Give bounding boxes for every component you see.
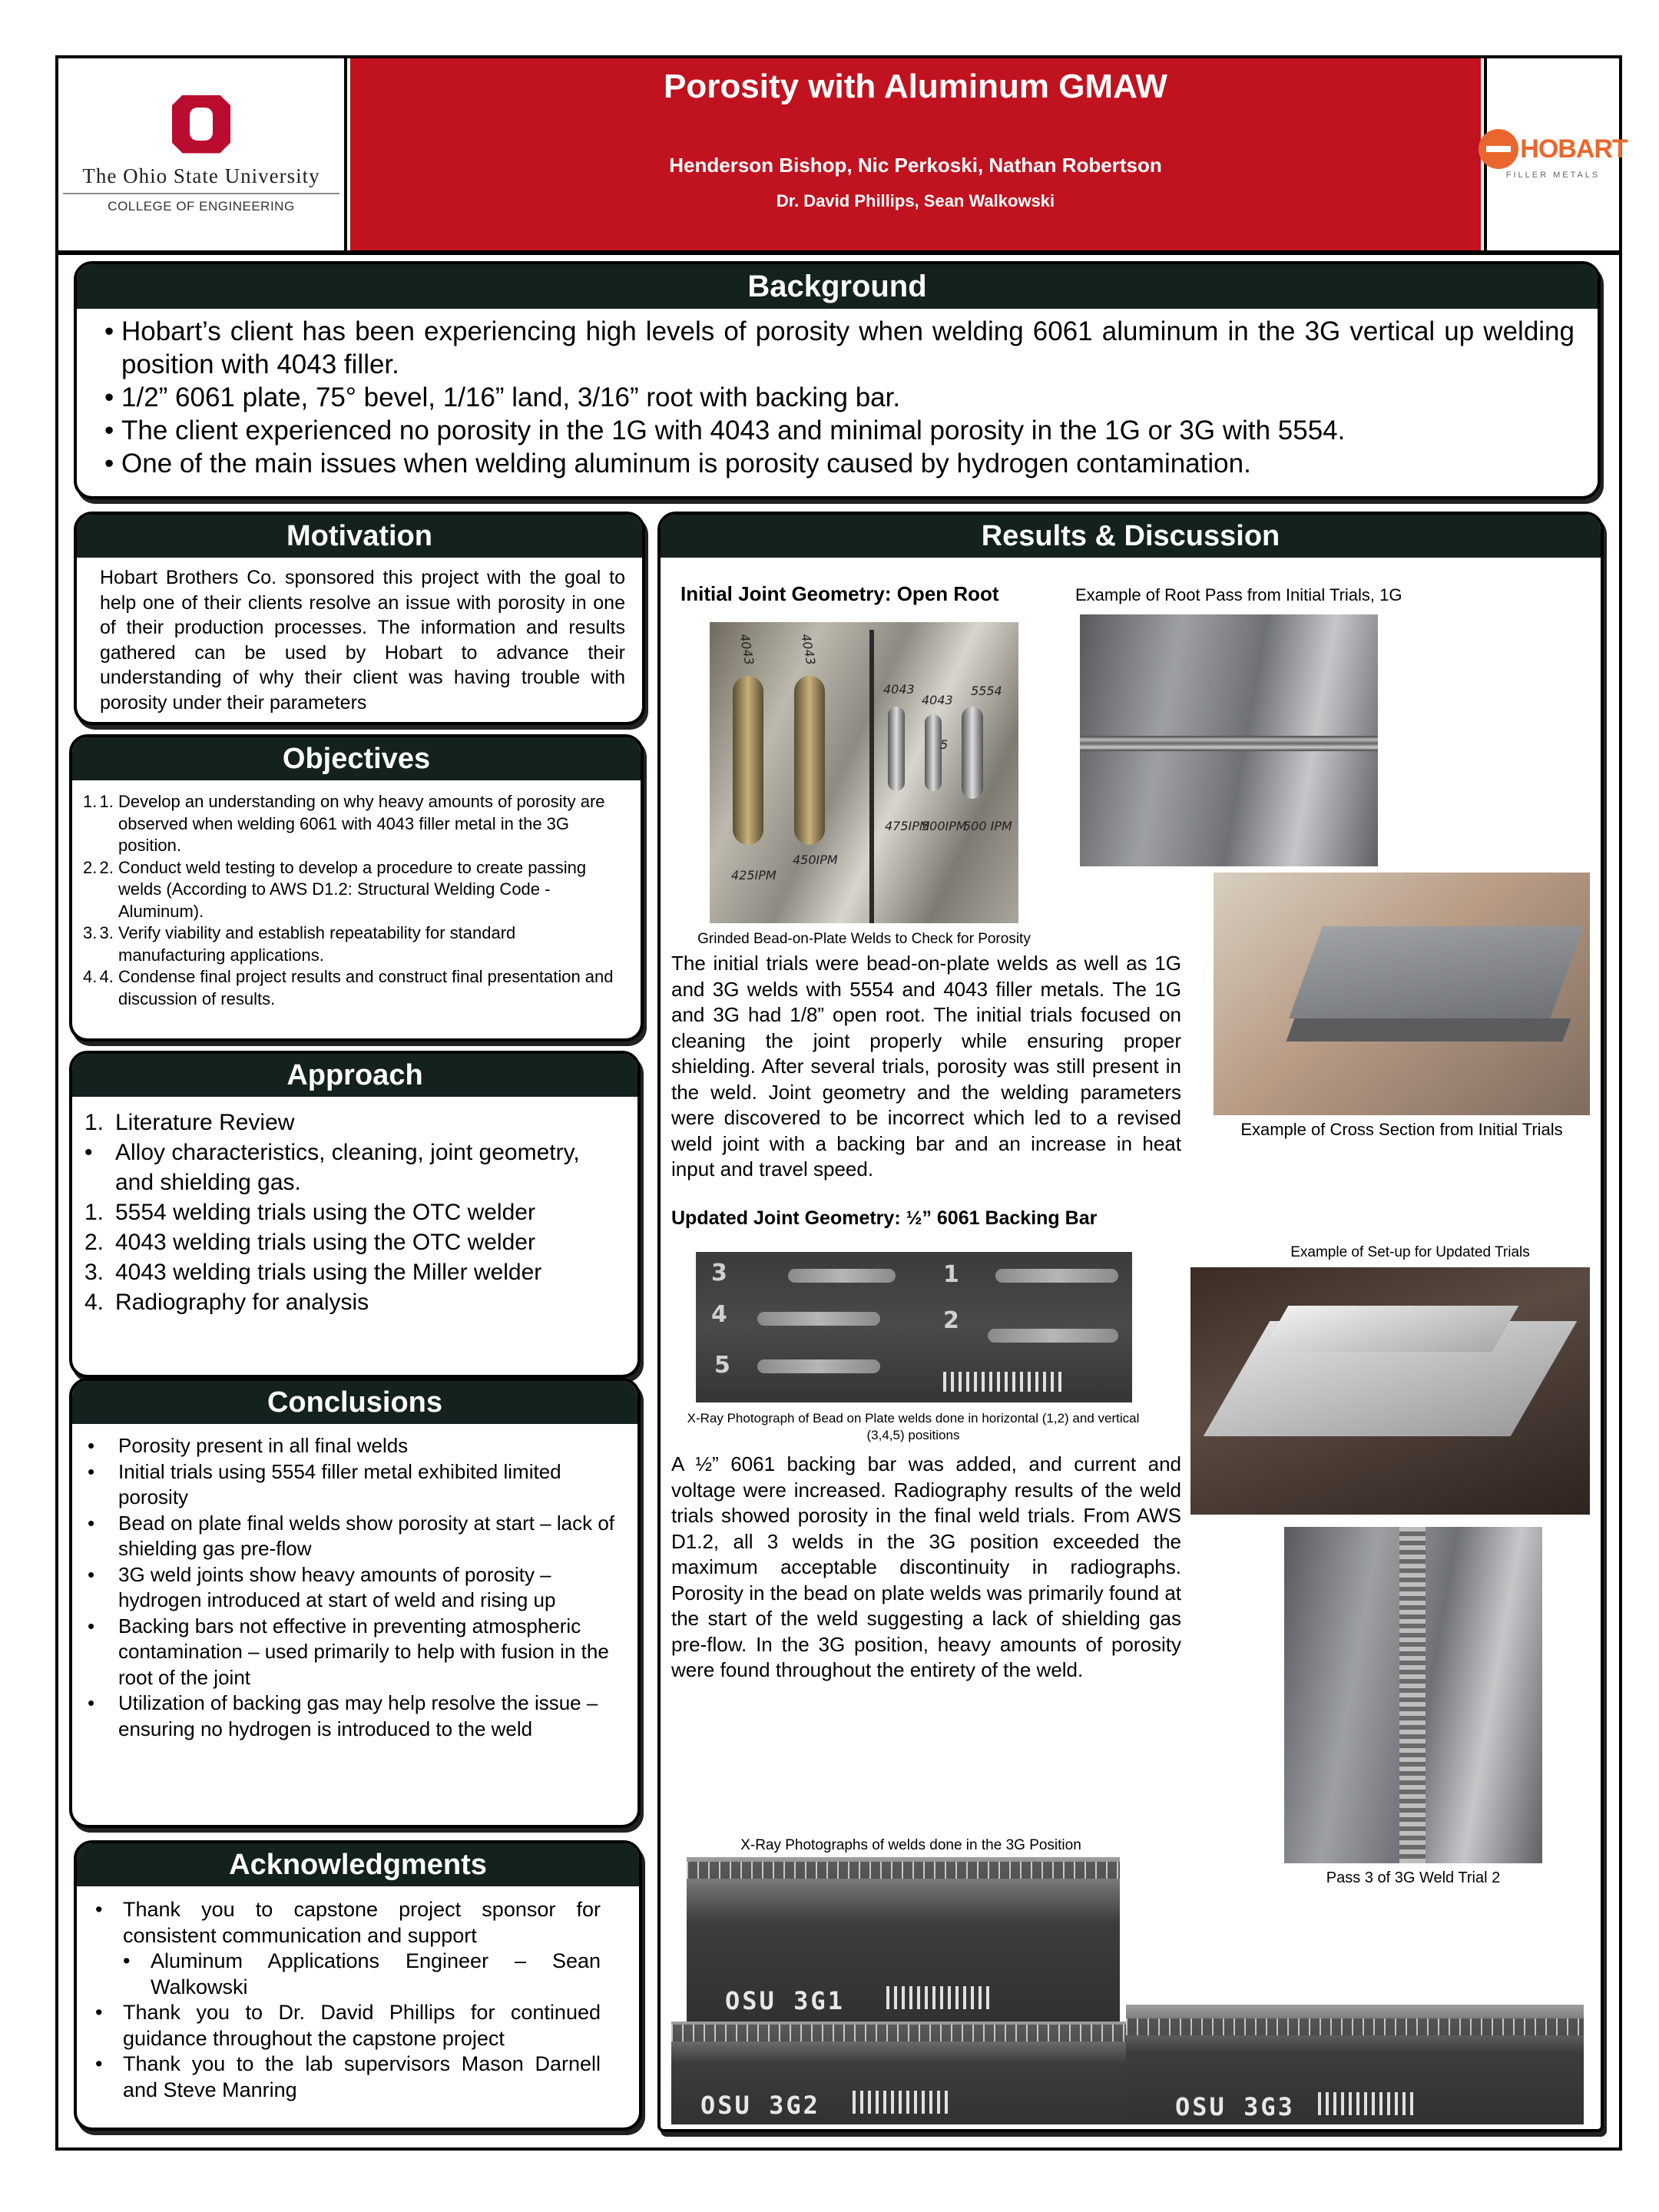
- hobart-logo: [1484, 58, 1628, 250]
- background-heading: Background: [77, 264, 1598, 309]
- acknowledgment-item: • Thank you to the lab supervisors Mason Darnell and Steve Manring: [123, 2051, 601, 2103]
- poster-frame: [55, 55, 1628, 2151]
- background-item: • The client experienced no porosity in the 1G with 4043 and minimal porosity in the 1G or 3G with 5554.: [121, 414, 1575, 447]
- acknowledgment-item: • Thank you to capstone project sponsor for consistent communication and support: [123, 1897, 601, 1949]
- xray-3g2-photo: [671, 2022, 1129, 2124]
- background-item: • One of the main issues when welding aluminum is porosity caused by hydrogen contamination.: [121, 447, 1575, 480]
- objectives-heading: Objectives: [72, 737, 641, 780]
- cross-section-photo: [1214, 873, 1590, 1115]
- setup-photo: [1190, 1267, 1590, 1515]
- root-pass-photo: [1080, 614, 1378, 866]
- poster-header: [58, 58, 1628, 255]
- film-label: OSU 3G1: [725, 1986, 845, 2015]
- osu-divider: [63, 193, 339, 194]
- approach-item: 4. Radiography for analysis: [84, 1290, 369, 1315]
- conclusions-list: [72, 1424, 637, 1742]
- plate-mark: 4043: [883, 682, 915, 697]
- setup-caption: Example of Set-up for Updated Trials: [1290, 1244, 1530, 1260]
- background-list: [77, 309, 1598, 480]
- xray-number: 5: [714, 1352, 730, 1379]
- pass3-photo: [1284, 1527, 1542, 1863]
- approach-item: • Alloy characteristics, cleaning, joint geometry, and shielding gas.: [84, 1140, 580, 1195]
- title-band: [350, 58, 1481, 250]
- hobart-mark-icon: [1479, 129, 1518, 169]
- osu-college: COLLEGE OF ENGINEERING: [108, 198, 295, 214]
- acknowledgment-subitem: • Aluminum Applications Engineer – Sean Walkowski: [123, 1949, 601, 2000]
- results-panel: [657, 512, 1604, 2132]
- motivation-panel: [74, 512, 645, 725]
- plate-mark: 4043: [922, 693, 953, 707]
- hobart-name: HOBART: [1520, 134, 1628, 164]
- approach-item: 2. 4043 welding trials using the OTC welder: [84, 1230, 535, 1255]
- plate-mark: 4043: [737, 632, 757, 667]
- conclusion-item: • Bead on plate final welds show porosity at start – lack of shielding gas pre-flow: [118, 1511, 622, 1562]
- cross-section-caption: Example of Cross Section from Initial Trials: [1240, 1120, 1563, 1139]
- osu-logo: [58, 58, 347, 250]
- xray-number: 4: [711, 1301, 727, 1328]
- grinded-welds-photo: [710, 622, 1018, 923]
- conclusion-item: • Porosity present in all final welds: [118, 1433, 622, 1459]
- updated-geometry-label: Updated Joint Geometry: ½” 6061 Backing Bar: [671, 1207, 1098, 1229]
- motivation-heading: Motivation: [77, 515, 642, 558]
- xray-3g3-photo: [1126, 2005, 1584, 2124]
- conclusion-item: • 3G weld joints show heavy amounts of porosity – hydrogen introduced at start of weld and rising up: [118, 1562, 622, 1614]
- plate-mark: 5554: [971, 684, 1002, 698]
- acknowledgment-item: • Thank you to Dr. David Phillips for continued guidance throughout the capstone project: [123, 2000, 601, 2051]
- film-label: OSU 3G2: [700, 2091, 820, 2120]
- xray-3g1-photo: [687, 1857, 1120, 2022]
- conclusion-item: • Initial trials using 5554 filler metal exhibited limited porosity: [118, 1459, 622, 1511]
- root-pass-caption: Example of Root Pass from Initial Trials, 1G: [1075, 585, 1402, 604]
- block-o-icon: [172, 95, 230, 154]
- approach-item: 1. Literature Review: [84, 1110, 295, 1135]
- xray-3g-caption: X-Ray Photographs of welds done in the 3G Position: [740, 1837, 1081, 1853]
- initial-trials-text: The initial trials were bead-on-plate welds as well as 1G and 3G welds with 5554 and 4043 filler metals. The 1G and 3G had 1/8” open root. The initial trials focused on cleaning the joint properly while ensuring proper shielding. After several trials, porosity was still present in the weld. Joint geometry and the welding parameters were discovered to be incorrect which led to a revised weld joint with a backing bar and an increase in heat input and travel speed.: [671, 952, 1181, 1181]
- background-panel: [74, 261, 1601, 499]
- approach-panel: [69, 1051, 641, 1378]
- objectives-list: [72, 780, 641, 1010]
- poster-advisors: Dr. David Phillips, Sean Walkowski: [776, 191, 1055, 210]
- plate-mark: 500IPM: [922, 819, 967, 833]
- film-label: OSU 3G3: [1175, 2092, 1295, 2121]
- approach-item: 1. 5554 welding trials using the OTC welder: [84, 1200, 535, 1225]
- approach-item: 3. 4043 welding trials using the Miller welder: [84, 1260, 542, 1285]
- plate-mark: 5: [940, 737, 949, 752]
- objective-item: 3. 3. Verify viability and establish repeatability for standard manufacturing applications.: [118, 922, 618, 966]
- objectives-panel: [69, 734, 644, 1041]
- acknowledgments-list: [77, 1886, 639, 2103]
- objective-item: 1. 1. Develop an understanding on why heavy amounts of porosity are observed when welding 6061 with 4043 filler metal in the 3G position.: [118, 791, 618, 857]
- plate-mark: 500 IPM: [963, 819, 1012, 833]
- background-item: • Hobart’s client has been experiencing high levels of porosity when welding 6061 aluminum in the 3G vertical up welding position with 4043 filler.: [121, 315, 1575, 381]
- plate-mark: 475IPM: [885, 819, 930, 833]
- conclusion-item: • Utilization of backing gas may help resolve the issue – ensuring no hydrogen is introduced to the weld: [118, 1690, 622, 1742]
- poster-title: Porosity with Aluminum GMAW: [664, 68, 1167, 105]
- osu-name: The Ohio State University: [82, 164, 320, 187]
- plate-mark: 450IPM: [793, 853, 838, 867]
- initial-geometry-label: Initial Joint Geometry: Open Root: [680, 582, 999, 605]
- conclusions-heading: Conclusions: [72, 1381, 637, 1424]
- hobart-sub: FILLER METALS: [1505, 171, 1601, 180]
- conclusion-item: • Backing bars not effective in preventing atmospheric contamination – used primarily to help with fusion in the root of the joint: [118, 1614, 622, 1691]
- motivation-text: Hobart Brothers Co. sponsored this project with the goal to help one of their clients resolve an issue with porosity in one of their production processes. The information and results gathered can be used by Hobart to advance their understanding of why their client was having trouble with porosity under their parameters: [100, 567, 625, 714]
- objective-item: 4. 4. Condense final project results and construct final presentation and discussion of results.: [118, 966, 618, 1010]
- plate-mark: 425IPM: [731, 868, 777, 882]
- xray-number: 3: [711, 1260, 727, 1286]
- background-item: • 1/2” 6061 plate, 75° bevel, 1/16” land, 3/16” root with backing bar.: [121, 381, 1575, 414]
- approach-heading: Approach: [72, 1054, 637, 1097]
- xray-bead-on-plate-photo: [696, 1252, 1132, 1402]
- results-heading: Results & Discussion: [661, 515, 1601, 558]
- updated-trials-text: A ½” 6061 backing bar was added, and current and voltage were increased. Radiography results of the weld trials showed porosity in the final weld trials. From AWS D1.2, all 3 welds in the 3G position exceeded the maximum acceptable discontinuity in radiographs. Porosity in the bead on plate welds was primarily found at the start of the weld suggesting a lack of shielding gas pre-flow. In the 3G position, heavy amounts of porosity were found throughout the entirety of the weld.: [671, 1452, 1181, 1681]
- xray-number: 2: [943, 1307, 959, 1334]
- approach-list: [72, 1097, 637, 1317]
- pass3-caption: Pass 3 of 3G Weld Trial 2: [1326, 1869, 1501, 1886]
- poster-authors: Henderson Bishop, Nic Perkoski, Nathan Robertson: [669, 154, 1162, 177]
- acknowledgments-heading: Acknowledgments: [77, 1843, 639, 1886]
- xray-number: 1: [943, 1261, 959, 1288]
- xray-bop-caption: X-Ray Photograph of Bead on Plate welds done in horizontal (1,2) and vertical (3,4,5) positions: [687, 1411, 1140, 1442]
- grinded-caption: Grinded Bead-on-Plate Welds to Check for Porosity: [697, 931, 1031, 947]
- conclusions-panel: [69, 1378, 641, 1828]
- plate-mark: 4043: [798, 632, 819, 667]
- acknowledgments-panel: [74, 1840, 642, 2131]
- objective-item: 2. 2. Conduct weld testing to develop a procedure to create passing welds (According to AWS D1.2: Structural Welding Code - Aluminum).: [118, 857, 618, 923]
